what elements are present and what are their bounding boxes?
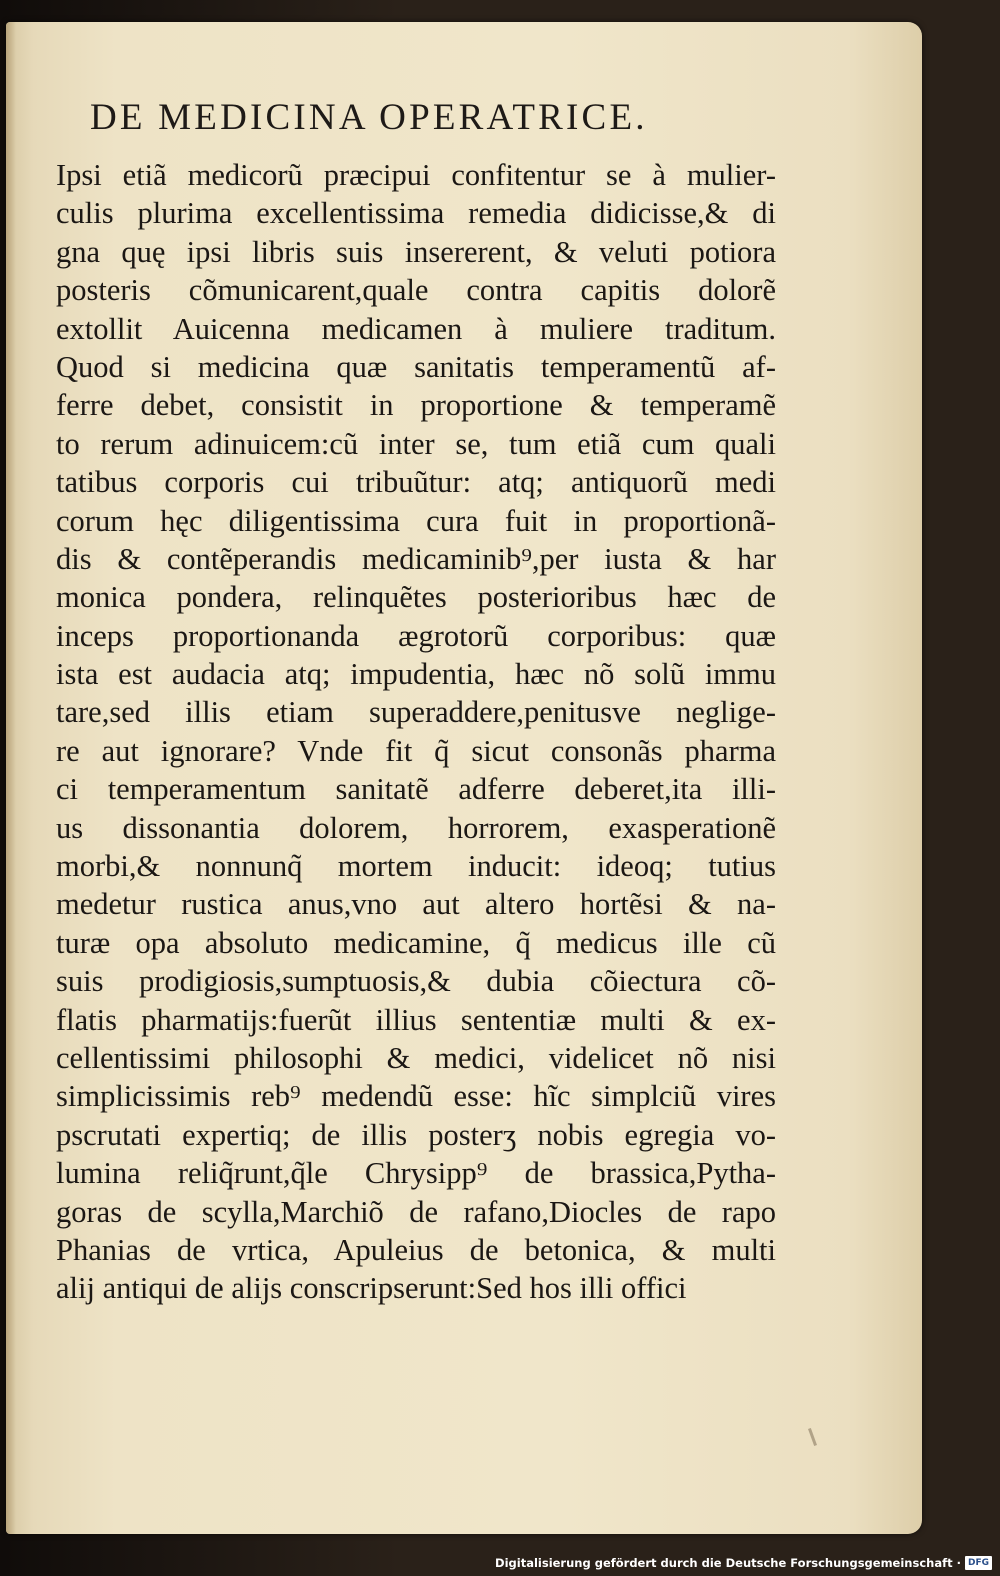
text-line: ferre debet, consistit in proportione & temperamẽ	[56, 388, 776, 423]
text-line: dis & contẽperandis medicaminib⁹,per iusta & har	[56, 541, 776, 576]
text-line: tare,sed illis etiam superaddere,penitusve neglige-	[56, 695, 776, 730]
text-line: extollit Auicenna medicamen à muliere traditum.	[56, 311, 776, 346]
text-line: turæ opa absoluto medicamine, q̃ medicus ille cũ	[56, 925, 776, 960]
text-line: to rerum adinuicem:cũ inter se, tum etiã cum quali	[56, 426, 776, 461]
text-line: ci temperamentum sanitatẽ adferre deberet,ita illi-	[56, 772, 776, 807]
text-line: Quod si medicina quæ sanitatis temperamentũ af-	[56, 349, 776, 384]
text-line: corum hęc diligentissima cura fuit in proportionã-	[56, 503, 776, 538]
text-line: flatis pharmatijs:fuerũt illius sententiæ multi & ex-	[56, 1002, 776, 1037]
text-line: monica pondera, relinquẽtes posterioribus hæc de	[56, 580, 776, 615]
dfg-logo: DFG	[965, 1556, 992, 1570]
paper-mark	[808, 1428, 817, 1446]
text-line: us dissonantia dolorem, horrorem, exasperationẽ	[56, 810, 776, 845]
text-line: pscrutati expertiq; de illis posterʒ nobis egregia vo-	[56, 1117, 776, 1152]
text-line: alij antiqui de alijs conscripserunt:Sed hos illi offici	[56, 1271, 687, 1306]
text-line: gna quę ipsi libris suis insererent, & veluti potiora	[56, 234, 776, 269]
running-head: DE MEDICINA OPERATRICE.	[90, 97, 648, 138]
digitization-credit	[495, 1554, 992, 1572]
text-line: morbi,& nonnunq̃ mortem inducit: ideoq; tutius	[56, 849, 776, 884]
text-line: tatibus corporis cui tribuũtur: atq; antiquorũ medi	[56, 465, 776, 500]
text-line: medetur rustica anus,vno aut altero hortẽsi & na-	[56, 887, 776, 922]
text-line: Phanias de vrtica, Apuleius de betonica, & multi	[56, 1232, 776, 1267]
page-gutter-shadow	[6, 22, 16, 1534]
body-text	[56, 156, 776, 1308]
text-line: suis prodigiosis,sumptuosis,& dubia cõiectura cõ-	[56, 964, 776, 999]
text-line: ista est audacia atq; impudentia, hæc nõ solũ immu	[56, 657, 776, 692]
credit-text: Digitalisierung gefördert durch die Deutsche Forschungsgemeinschaft ·	[495, 1556, 961, 1570]
text-line: cellentissimi philosophi & medici, videlicet nõ nisi	[56, 1040, 776, 1075]
text-line: simplicissimis reb⁹ medendũ esse: hĩc simplciũ vires	[56, 1079, 776, 1114]
text-line: inceps proportionanda ægrotorũ corporibus: quæ	[56, 618, 776, 653]
text-line: Ipsi etiã medicorũ præcipui confitentur se à mulier-	[56, 158, 776, 192]
text-line: re aut ignorare? Vnde fit q̃ sicut consonãs pharma	[56, 733, 776, 768]
text-line: lumina reliq̃runt,q̃le Chrysipp⁹ de brassica,Pytha-	[56, 1156, 776, 1191]
text-line: posteris cõmunicarent,quale contra capitis dolorẽ	[56, 273, 776, 308]
text-line: goras de scylla,Marchiõ de rafano,Diocles de rapo	[56, 1194, 776, 1229]
book-page	[6, 22, 922, 1534]
text-line: culis plurima excellentissima remedia didicisse,& di	[56, 196, 776, 231]
